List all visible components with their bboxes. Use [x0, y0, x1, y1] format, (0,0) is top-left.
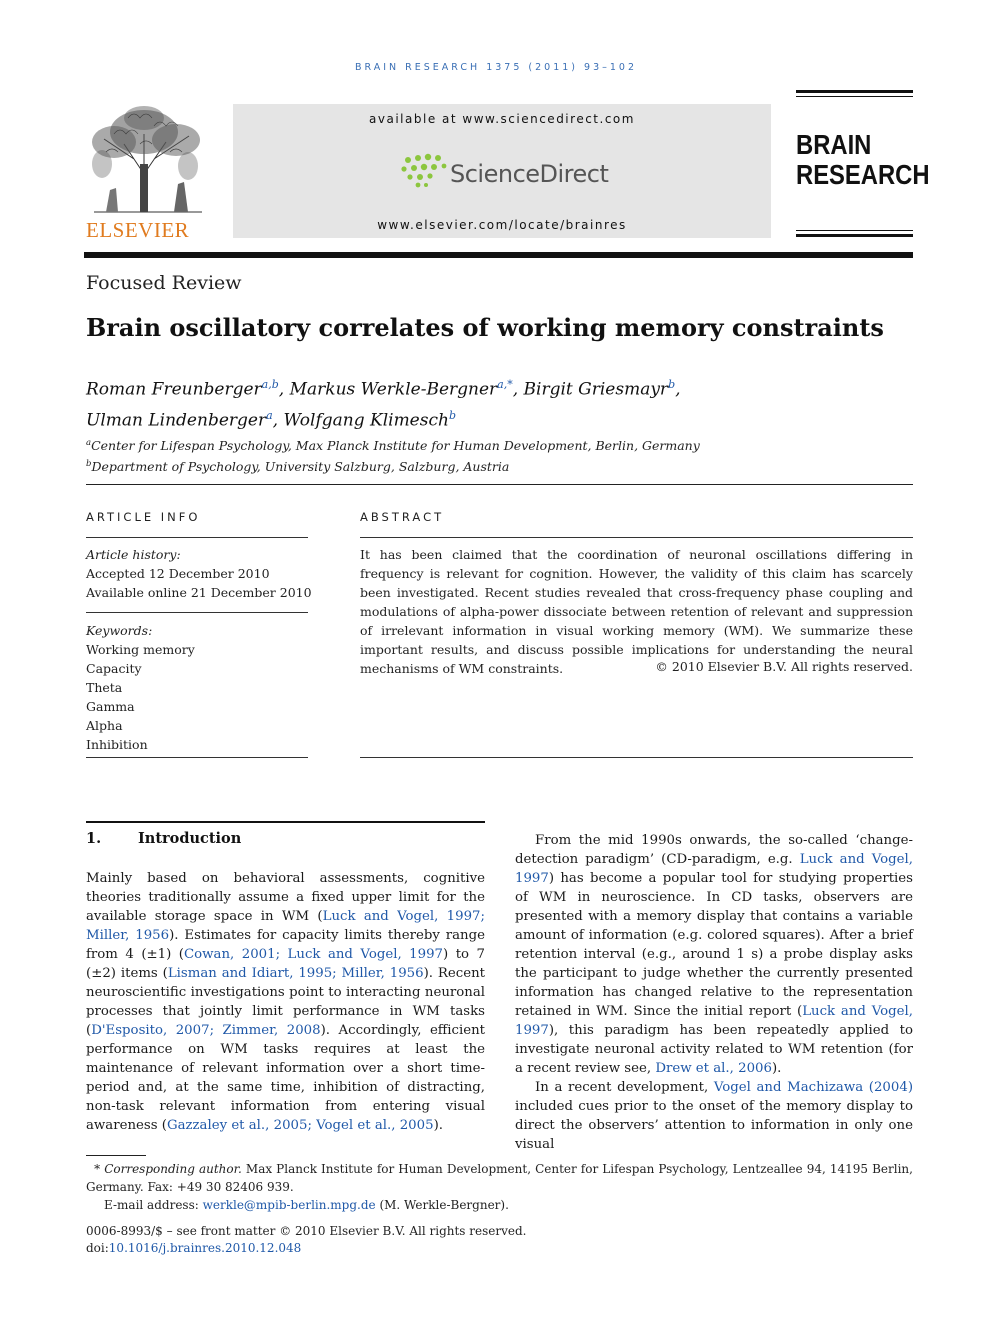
article-history: [86, 545, 316, 602]
body-column-left: [86, 869, 485, 1135]
doi-link[interactable]: 10.1016/j.brainres.2010.12.048: [108, 1241, 302, 1255]
paragraph: [515, 831, 913, 1078]
author-separator: ,: [675, 379, 681, 400]
affiliation: [86, 455, 916, 476]
footnote-line: [86, 1160, 913, 1196]
email-label: E-mail address:: [104, 1198, 203, 1212]
body-text: ) to 7 (±2) items (: [86, 947, 485, 981]
citation-link[interactable]: Lisman and Idiart, 1995; Miller, 1956: [167, 966, 424, 981]
section-number: 1.: [86, 830, 102, 847]
masthead-rule: [796, 230, 913, 231]
article-info-rule: [86, 537, 308, 538]
email-link[interactable]: werkle@mpib-berlin.mpg.de: [202, 1198, 376, 1212]
author-name: Roman Freunberger: [86, 379, 262, 400]
doi-line: [86, 1240, 913, 1257]
body-text: ). Accordingly, efficient performance on WM tasks requires at least the maintenance of relevant information over a short time-period and, at the same time, inhibition of distracting, non-task relevant information from entering visual awareness (: [86, 1023, 485, 1133]
keyword: Inhibition: [86, 737, 148, 752]
affiliation-text: Center for Lifespan Psychology, Max Planck Institute for Human Development, Berlin, Germany: [91, 438, 700, 454]
abstract-text: It has been claimed that the coordination of neuronal oscillations differing in frequency is relevant for cognition. However, the validity of this claim has scarcely been investigated. Recent studies revealed that cross-frequency phase coupling and modulations of alpha-power dissociate between retention of relevant and suppression of irrelevant information in visual working memory (WM). We summarize these important results, and discuss possible implications for understanding the neural mechanisms of WM constraints.: [360, 547, 913, 676]
history-label: Article history:: [86, 547, 181, 562]
keyword: Alpha: [86, 718, 123, 733]
citation-link[interactable]: Cowan, 2001; Luck and Vogel, 1997: [183, 947, 444, 962]
author-affil-mark[interactable]: a,b: [261, 378, 279, 391]
citation-link[interactable]: Luck and Vogel, 1997: [515, 1004, 913, 1038]
intro-rule: [86, 821, 485, 823]
affiliation: [86, 434, 916, 455]
doi-label: doi:: [86, 1241, 109, 1255]
keywords-block: [86, 621, 316, 754]
author-separator: ,: [272, 410, 284, 431]
author-affil-mark[interactable]: a: [266, 408, 273, 422]
author-name: Ulman Lindenberger: [86, 410, 267, 431]
footnote-rule: [86, 1155, 146, 1156]
body-text: From the mid 1990s onwards, the so-called ‘change-detection paradigm’ (CD-paradigm, e.g.: [515, 833, 913, 867]
corresponding-author-footnote: [86, 1160, 913, 1214]
body-text: ). Estimates for capacity limits thereby range from 4 (±1) (: [86, 928, 485, 962]
citation-link[interactable]: Luck and Vogel, 1997: [515, 852, 913, 886]
keywords-label: Keywords:: [86, 623, 153, 638]
keyword: Gamma: [86, 699, 135, 714]
body-text: ), this paradigm has been repeatedly applied to investigate neuronal activity related to WM retention (for a recent review see,: [515, 1023, 913, 1076]
author-name: Wolfgang Klimesch: [283, 410, 449, 431]
body-text: Mainly based on behavioral assessments, cognitive theories traditionally assume a fixed upper limit for the available storage space in WM (: [86, 871, 485, 924]
body-text: ). Recent neuroscientific investigations point to interacting neuronal processes that jointly limit performance in WM tasks (: [86, 966, 485, 1038]
article-info-rule: [86, 612, 308, 613]
front-matter-info: [86, 1223, 913, 1257]
body-text: included cues prior to the onset of the memory display to direct the observers’ attention to information in only one visual: [515, 1099, 913, 1152]
journal-running-head: BRAIN RESEARCH 1375 (2011) 93–102: [355, 62, 637, 73]
author-separator: ,: [278, 379, 290, 400]
footnote-text: Max Planck Institute for Human Development, Center for Lifespan Psychology, Lentzeallee 94, 14195 Berlin, Germany. Fax: +49 30 82406 939.: [86, 1162, 913, 1194]
sciencedirect-wordmark: ScienceDirect: [450, 160, 609, 188]
section-divider: [86, 484, 913, 485]
article-title: Brain oscillatory correlates of working memory constraints: [86, 313, 884, 342]
body-text: In a recent development,: [535, 1080, 714, 1095]
body-text: ).: [433, 1118, 443, 1133]
affiliation-mark: a: [86, 438, 92, 448]
article-info-rule: [86, 757, 308, 758]
section-heading-introduction: [86, 830, 241, 847]
journal-masthead-line2: RESEARCH: [796, 159, 930, 190]
issn-line: 0006-8993/$ – see front matter © 2010 Elsevier B.V. All rights reserved.: [86, 1224, 527, 1238]
footnote-label: Corresponding author.: [104, 1162, 242, 1176]
affiliations: [86, 434, 916, 476]
email-line: [86, 1196, 913, 1214]
available-at-text: available at www.sciencedirect.com: [369, 112, 635, 126]
article-type: Focused Review: [86, 272, 242, 294]
author-name: Birgit Griesmayr: [523, 379, 669, 400]
journal-url-text[interactable]: www.elsevier.com/locate/brainres: [377, 218, 627, 232]
body-column-right: [515, 831, 913, 1154]
elsevier-wordmark: ELSEVIER: [86, 218, 190, 242]
citation-link[interactable]: Gazzaley et al., 2005; Vogel et al., 2005: [166, 1118, 434, 1133]
affiliation-mark: b: [86, 459, 92, 470]
keyword: Working memory: [86, 642, 195, 657]
abstract-heading: ABSTRACT: [360, 510, 445, 524]
masthead-rule: [796, 96, 913, 97]
paragraph: [86, 869, 485, 1135]
citation-link[interactable]: D'Esposito, 2007; Zimmer, 2008: [91, 1023, 321, 1038]
masthead-rule: [796, 90, 913, 93]
author-affil-mark[interactable]: b: [448, 408, 456, 422]
abstract-rule: [360, 757, 913, 758]
citation-link[interactable]: Vogel and Machizawa (2004): [713, 1080, 914, 1095]
citation-link[interactable]: Drew et al., 2006: [655, 1061, 772, 1076]
journal-masthead-line1: BRAIN: [796, 129, 872, 160]
affiliation-text: Department of Psychology, University Salzburg, Salzburg, Austria: [91, 459, 510, 475]
footnote-star: *: [94, 1162, 101, 1176]
header-divider: [84, 252, 913, 258]
article-info-heading: ARTICLE INFO: [86, 510, 201, 524]
abstract-rule: [360, 537, 913, 538]
keyword: Capacity: [86, 661, 142, 676]
paragraph: [515, 1078, 913, 1154]
section-title: Introduction: [138, 830, 242, 847]
body-text: ).: [771, 1061, 782, 1076]
author-list: [86, 372, 916, 433]
online-date: Available online 21 December 2010: [86, 585, 312, 600]
journal-masthead: [796, 129, 930, 190]
elsevier-tree-icon: [84, 104, 212, 216]
author-name: Markus Werkle-Bergner: [289, 379, 498, 400]
author-affil-mark[interactable]: a,*: [497, 378, 513, 391]
citation-link[interactable]: Luck and Vogel, 1997; Miller, 1956: [86, 909, 485, 943]
author-separator: ,: [512, 379, 524, 400]
keyword: Theta: [86, 680, 123, 695]
body-text: ) has become a popular tool for studying properties of WM in neuroscience. In CD tasks, observers are presented with a memory display that contains a variable amount of information (e.g. colored squares). After a brief retention interval (e.g., around 1 s) a probe display asks the participant to judge whether the currently presented information has changed relative to the representation retained in WM. Since the initial report (: [515, 871, 913, 1019]
email-suffix: (M. Werkle-Bergner).: [375, 1198, 509, 1212]
accepted-date: Accepted 12 December 2010: [86, 566, 270, 581]
abstract-copyright: © 2010 Elsevier B.V. All rights reserved.: [655, 659, 913, 674]
masthead-rule: [796, 234, 913, 237]
author-affil-mark[interactable]: b: [668, 378, 676, 391]
